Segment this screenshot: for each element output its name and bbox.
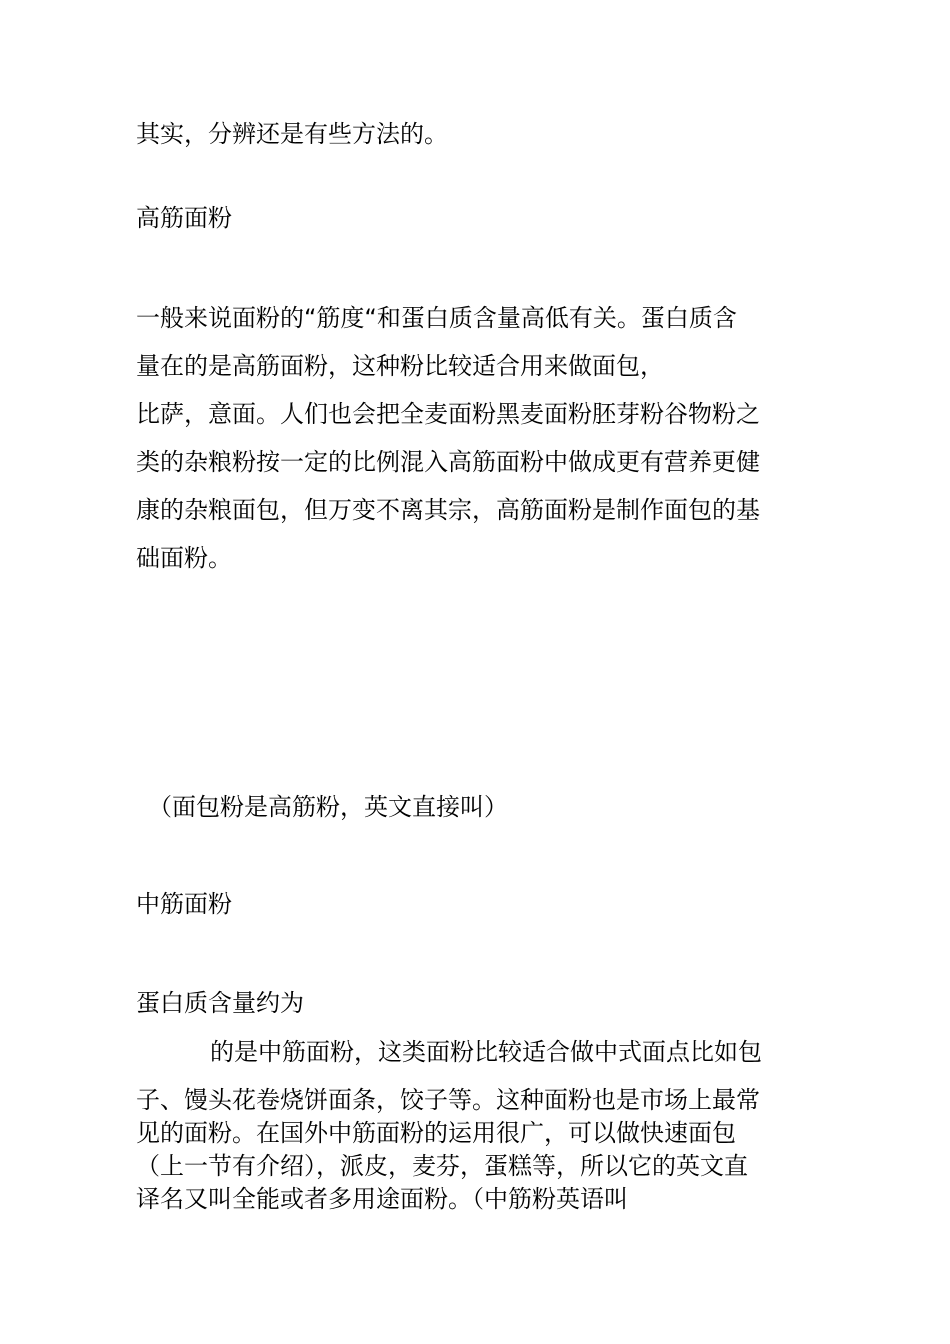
- bread-flour-note: （面包粉是高筋粉，英文直接叫）: [148, 793, 508, 821]
- paragraph-line: 类的杂粮粉按一定的比例混入高筋面粉中做成更有营养更健: [136, 448, 760, 476]
- protein-content-line: 蛋白质含量约为: [136, 989, 304, 1017]
- section-heading-medium-gluten: 中筋面粉: [136, 890, 232, 918]
- paragraph-line: 量在的是高筋面粉，这种粉比较适合用来做面包，: [136, 352, 664, 380]
- medium-gluten-paragraph: [136, 1084, 760, 1216]
- paragraph-line: 子、馒头花卷烧饼面条，饺子等。这种面粉也是市场上最常: [136, 1086, 760, 1114]
- intro-text: 其实，分辨还是有些方法的。: [136, 120, 448, 148]
- paragraph-line: 比萨，意面。人们也会把全麦面粉黑麦面粉胚芽粉谷物粉之: [136, 400, 760, 428]
- paragraph-line: 础面粉。: [136, 544, 232, 572]
- paragraph-line: 康的杂粮面包，但万变不离其宗，高筋面粉是制作面包的基: [136, 496, 760, 524]
- paragraph-line: 译名又叫全能或者多用途面粉。（中筋粉英语叫: [136, 1185, 628, 1213]
- paragraph-line: 见的面粉。在国外中筋面粉的运用很广，可以做快速面包: [136, 1119, 736, 1147]
- paragraph-line: （上一节有介绍），派皮，麦芬，蛋糕等，所以它的英文直: [136, 1152, 748, 1180]
- high-gluten-paragraph: [136, 294, 760, 582]
- paragraph-line: 的是中筋面粉，这类面粉比较适合做中式面点比如包: [210, 1038, 762, 1066]
- paragraph-line: 一般来说面粉的“筋度“和蛋白质含量高低有关。蛋白质含: [136, 304, 737, 332]
- section-heading-high-gluten: 高筋面粉: [136, 204, 232, 232]
